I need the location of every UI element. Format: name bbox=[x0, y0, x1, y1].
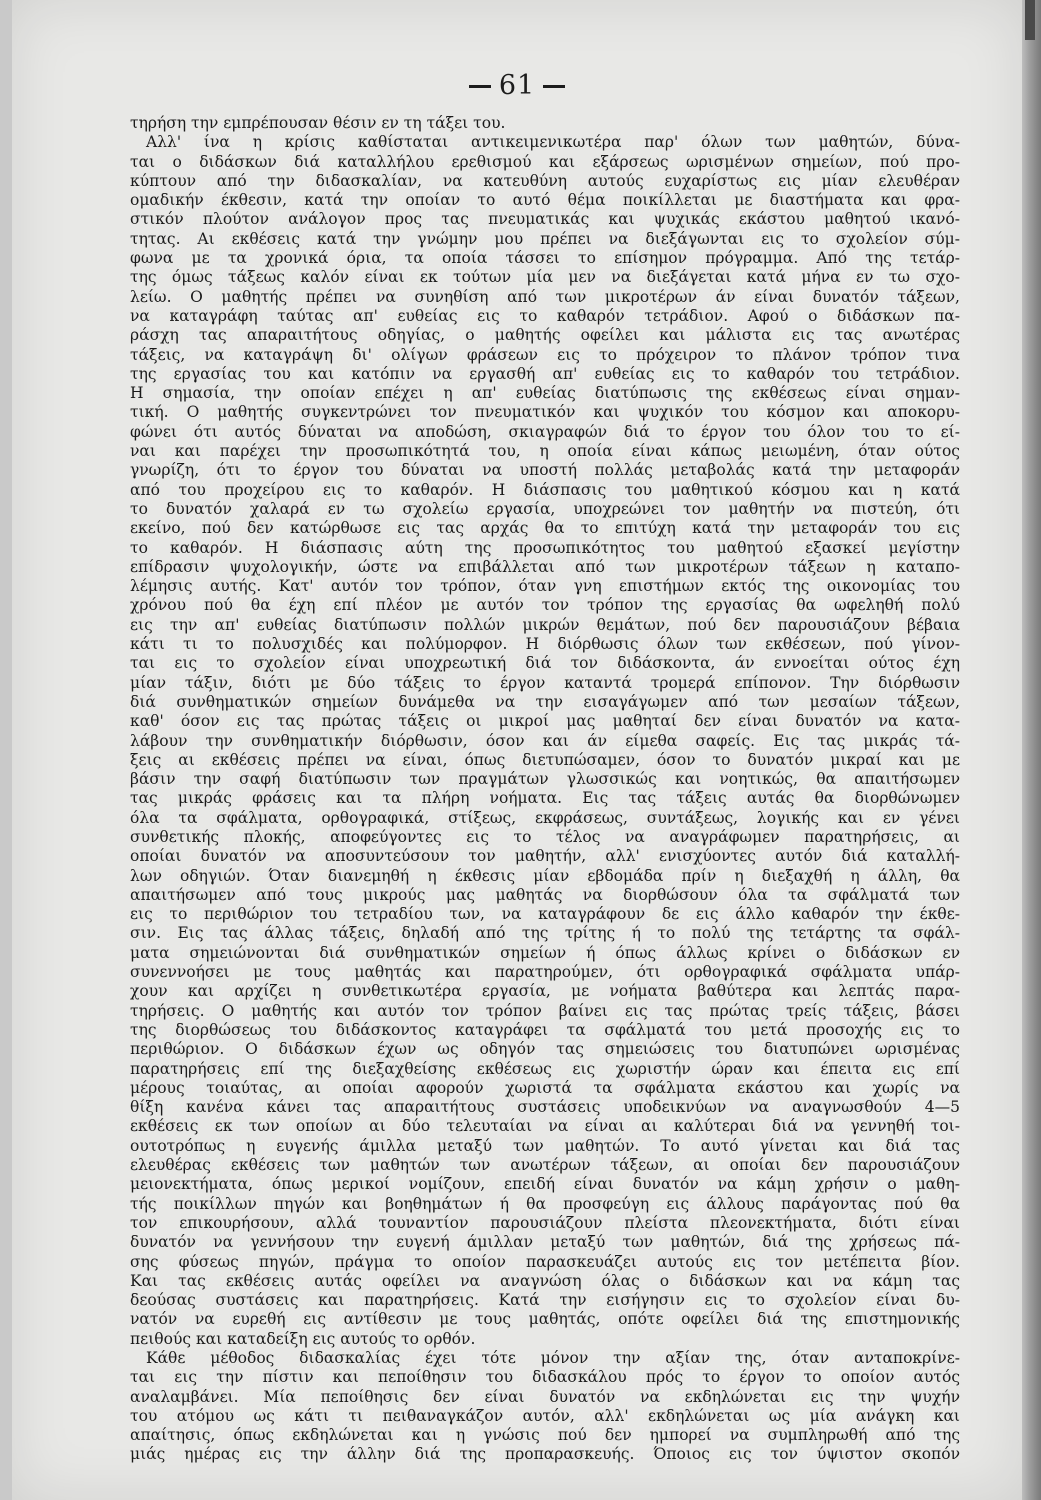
text-line: της εργασίας του και κατόπιν να εργασθή απ' ευθείας εις το καθαρόν του τετράδιον. bbox=[130, 364, 960, 383]
text-line: οποίαι δυνατόν να αποσυντεύσουν τον μαθητήν, αλλ' ενισχύοντες αυτόν διά καταλλή- bbox=[130, 847, 960, 866]
text-line: ξεις αι εκθέσεις πρέπει να είναι, όπως διετυπώσαμεν, όσον το δυνατόν μικραί και με bbox=[130, 750, 960, 769]
text-line: χουν και αρχίζει η συνθετικωτέρα εργασία, με νοήματα βαθύτερα και λεπτάς παρα- bbox=[130, 982, 960, 1001]
text-line: τητας. Αι εκθέσεις κατά την γνώμην μου πρέπει να διεξάγωνται εις το σχολείον σύμ- bbox=[130, 229, 960, 248]
text-line: εις το περιθώριον του τετραδίου των, να καταγράφουν δε εις άλλο καθαρόν την έκθε- bbox=[130, 905, 960, 924]
text-line: γνωρίζη, ότι το έργον του δύναται να υποστή πολλάς μεταβολάς κατά την μεταφοράν bbox=[130, 461, 960, 480]
text-line: Και τας εκθέσεις αυτάς οφείλει να αναγνώση όλας ο διδάσκων και να κάμη τας bbox=[130, 1271, 960, 1290]
text-line: ομαδικήν έκθεσιν, κατά την οποίαν το αυτό θέμα ποικίλλεται με διαστήματα και φρα- bbox=[130, 191, 960, 210]
page-number-dash-left bbox=[469, 85, 491, 88]
text-line: πειθούς και καταδείξη εις αυτούς το ορθόν. bbox=[130, 1329, 476, 1348]
text-line: απαίτησις, όπως εκδηλώνεται και η γνώσις πού δεν ημπορεί να συμπληρωθή από της bbox=[130, 1426, 960, 1445]
book-page bbox=[12, 0, 1022, 1500]
text-line: ται εις το σχολείον είναι υποχρεωτική διά τον διδάσκοντα, άν εννοείται ούτος έχη bbox=[130, 654, 960, 673]
text-line: Κάθε μέθοδος διδασκαλίας έχει τότε μόνον την αξίαν της, όταν ανταποκρίνε- bbox=[146, 1349, 960, 1367]
text-line: κάτι τι το πολυσχιδές και πολύμορφον. Η διόρθωσις όλων των εκθέσεων, πού γίνον- bbox=[130, 635, 960, 654]
text-line: τής ποικίλλων πηγών και βοηθημάτων ή θα προσφεύγη εις άλλους παράγοντας πού θα bbox=[130, 1194, 960, 1213]
text-line: σης φύσεως πηγών, πράγμα το οποίον παρασκευάζει αυτούς εις τον μετέπειτα βίον. bbox=[130, 1252, 960, 1271]
book-binding-edge bbox=[1022, 0, 1041, 1500]
text-line: λείω. Ο μαθητής πρέπει να συνηθίση από των μικροτέρων άν είναι δυνατόν τάξεων, bbox=[130, 287, 960, 306]
text-line: παρατηρήσεις επί της διεξαχθείσης εκθέσεως εις χωριστήν ώραν και έπειτα εις επί bbox=[130, 1059, 960, 1078]
text-line: χρόνου πού θα έχη επί πλέον με αυτόν τον τρόπον της εργασίας θα ωφεληθή πολύ bbox=[130, 596, 960, 615]
text-line: σιν. Εις τας άλλας τάξεις, δηλαδή από της τρίτης ή το πολύ της τετάρτης τα σφάλ- bbox=[130, 924, 960, 943]
binding-mark bbox=[1025, 0, 1035, 40]
text-line: φώνει ότι αυτός δύναται να αποδώση, σκιαγραφών διά το έργον του όλον του το εί- bbox=[130, 422, 960, 441]
text-line: μειονεκτήματα, όπως μερικοί νομίζουν, επειδή είναι δυνατόν να κάμη χρήσιν ο μαθη- bbox=[130, 1175, 960, 1194]
text-line: τας μικράς φράσεις και τα πλήρη νοήματα. Εις τας τάξεις αυτάς θα διορθώνωμεν bbox=[130, 789, 960, 808]
text-line: της διορθώσεως του διδάσκοντος καταγράφει τα σφάλματά του μετά προσοχής εις το bbox=[130, 1020, 960, 1039]
text-line: θίξη κανένα κάνει τας απαραιτήτους συστάσεις υποδεικνύων να αναγνωσθούν 4—5 bbox=[130, 1098, 960, 1117]
text-line: το δυνατόν χαλαρά εν τω σχολείω εργασία, υποχρεώνει τον μαθητήν να πιστεύη, ότι bbox=[130, 499, 960, 518]
text-line: λέμησις αυτής. Κατ' αυτόν τον τρόπον, όταν γνη επιστήμων εκτός της οικονομίας του bbox=[130, 577, 960, 596]
text-line: απαιτήσωμεν από τους μικρούς μας μαθητάς να διορθώσουν όλα τα σφάλματά των bbox=[130, 885, 960, 904]
text-line: ματα σημειώνονται διά συνθηματικών σημείων ή όπως άλλως κρίνει ο διδάσκων εν bbox=[130, 943, 960, 962]
text-line: ράσχη τας απαραιτήτους οδηγίας, ο μαθητής οφείλει και μάλιστα εις τας ανωτέρας bbox=[130, 326, 960, 345]
text-line: ελευθέρας εκθέσεις των μαθητών των ανωτέρων τάξεων, αι οποίαι δεν παρουσιάζουν bbox=[130, 1156, 960, 1175]
text-line: μιάς ημέρας εις την άλλην διά της προπαρασκευής. Όποιος εις τον ύψιστον σκοπόν bbox=[130, 1445, 960, 1464]
text-line: εις την απ' ευθείας διατύπωσιν πολλών μικρών θεμάτων, πού δεν παρουσιάζουν βέβαια bbox=[130, 615, 960, 634]
text-line: ται ο διδάσκων διά καταλλήλου ερεθισμού και εξάρσεως ωρισμένων σημείων, πού προ- bbox=[130, 152, 960, 171]
text-line: επίδρασιν ψυχολογικήν, ώστε να επιβάλλεται από των μικροτέρων τάξεων η καταπο- bbox=[130, 557, 960, 576]
text-line: Αλλ' ίνα η κρίσις καθίσταται αντικειμενικωτέρα παρ' όλων των μαθητών, δύνα- bbox=[146, 133, 960, 152]
page-number-text: 61 bbox=[498, 70, 536, 101]
text-line: της όμως τάξεως καλόν είναι εκ τούτων μία μεν να διεξάγεται κατά μήνα εν τω σχο- bbox=[130, 268, 960, 287]
text-line: να καταγράφη ταύτας απ' ευθείας εις το καθαρόν τετράδιον. Αφού ο διδάσκων πα- bbox=[130, 306, 960, 325]
text-line: από του προχείρου εις το καθαρόν. Η διάσπασις του μαθητικού κόσμου και η κατά bbox=[130, 480, 960, 499]
text-line: εκθέσεις εκ των οποίων αι δύο τελευταίαι να είναι αι καλύτεραι διά να γεννηθή τοι- bbox=[130, 1117, 960, 1136]
text-line: δεούσας συστάσεις και παρατηρήσεις. Κατά την εισήγησιν εις το σχολείον είναι δυ- bbox=[130, 1291, 960, 1310]
text-line: συνεννοήσει με τους μαθητάς και παρατηρούμεν, ότι ορθογραφικά σφάλματα υπάρ- bbox=[130, 963, 960, 982]
text-line: στικόν πλούτον ανάλογον προς τας πνευματικάς και ψυχικάς εκάστου μαθητού ικανό- bbox=[130, 210, 960, 229]
text-line: τηρήση την εμπρέπουσαν θέσιν εν τη τάξει του. bbox=[130, 114, 506, 132]
text-line: ναι και παρέχει την προσωπικότητά του, η οποία είναι κάπως μειωμένη, όταν ούτος bbox=[130, 442, 960, 461]
text-line: του ατόμου ως κάτι τι πειθαναγκάζον αυτόν, αλλ' εκδηλώνεται ως μία ανάγκη και bbox=[130, 1406, 960, 1425]
page-body-text bbox=[130, 114, 960, 1465]
text-line: φωνα με τα χρονικά όρια, τα οποία τάσσει το επίσημον πρόγραμμα. Από της τετάρ- bbox=[130, 249, 960, 268]
text-line: Η σημασία, την οποίαν επέχει η απ' ευθείας διατύπωσις της εκθέσεως είναι σημαν- bbox=[130, 384, 960, 403]
text-line: μέρους τοιαύτας, αι οποίαι αφορούν χωριστά τα σφάλματα εκάστου και χωρίς να bbox=[130, 1078, 960, 1097]
text-line: τάξεις, να καταγράψη δι' ολίγων φράσεων εις το πρόχειρον το πλάνον τρόπον τινα bbox=[130, 345, 960, 364]
text-line: λων οδηγιών. Όταν διανεμηθή η έκθεσις μίαν εβδομάδα πρίν η διεξαχθή η άλλη, θα bbox=[130, 866, 960, 885]
text-line: βάσιν την σαφή διατύπωσιν των πραγμάτων γλωσσικώς και νοητικώς, θα απαιτήσωμεν bbox=[130, 770, 960, 789]
page-number-dash-right bbox=[543, 85, 565, 88]
text-line: εκείνο, πού δεν κατώρθωσε εις τας αρχάς θα το επιτύχη κατά την μεταφοράν του εις bbox=[130, 519, 960, 538]
text-line: τηρήσεις. Ο μαθητής και αυτόν τον τρόπον βαίνει εις τας πρώτας τρείς τάξεις, βάσει bbox=[130, 1001, 960, 1020]
text-line: περιθώριον. Ο διδάσκων έχων ως οδηγόν τας σημειώσεις του διατυπώνει ωρισμένας bbox=[130, 1040, 960, 1059]
text-line: τική. Ο μαθητής συγκεντρώνει τον πνευματικόν και ψυχικόν του κόσμον και αποκορυ- bbox=[130, 403, 960, 422]
text-line: συνθετικής πλοκής, αποφεύγοντες εις το τέλος να αναγράφωμεν παρατηρήσεις, αι bbox=[130, 827, 960, 846]
text-line: όλα τα σφάλματα, ορθογραφικά, στίξεως, εκφράσεως, συντάξεως, λογικής και εν γένει bbox=[130, 808, 960, 827]
text-line: νατόν να ευρεθή εις αντίθεσιν με τους μαθητάς, οπότε οφείλει διά της επιστημονικής bbox=[130, 1310, 960, 1329]
page-number bbox=[12, 70, 1022, 101]
text-line: τον επικουρήσουν, αλλά τουναντίον παρουσιάζουν πλείστα πλεονεκτήματα, διότι είναι bbox=[130, 1213, 960, 1232]
text-line: καθ' όσον εις τας πρώτας τάξεις οι μικροί μας μαθηταί δεν είναι δυνατόν να κατα- bbox=[130, 712, 960, 731]
text-line: κύπτουν από την διδασκαλίαν, να κατευθύνη αυτούς ευχαρίστως εις μίαν ελευθέραν bbox=[130, 171, 960, 190]
text-line: ουτοτρόπως η ευγενής άμιλλα μεταξύ των μαθητών. Το αυτό γίνεται και διά τας bbox=[130, 1136, 960, 1155]
text-line: αναλαμβάνει. Μία πεποίθησις δεν είναι δυνατόν να εκδηλώνεται εις την ψυχήν bbox=[130, 1387, 960, 1406]
text-line: διά συνθηματικών σημείων δυνάμεθα να την εισαγάγωμεν από των μεσαίων τάξεων, bbox=[130, 692, 960, 711]
text-line: μίαν τάξιν, διότι με δύο τάξεις το έργον καταντά τρομερά επίπονον. Την διόρθωσιν bbox=[130, 673, 960, 692]
text-line: το καθαρόν. Η διάσπασις αύτη της προσωπικότητος του μαθητού εξασκεί μεγίστην bbox=[130, 538, 960, 557]
text-line: δυνατόν να γεννήσουν την ευγενή άμιλλαν μεταξύ των μαθητών, διά της χρήσεως πά- bbox=[130, 1233, 960, 1252]
text-line: λάβουν την συνθηματικήν διόρθωσιν, όσον και άν είμεθα σαφείς. Εις τας μικράς τά- bbox=[130, 731, 960, 750]
text-line: ται εις την πίστιν και πεποίθησιν του διδασκάλου πρός το έργον το οποίον αυτός bbox=[130, 1368, 960, 1387]
